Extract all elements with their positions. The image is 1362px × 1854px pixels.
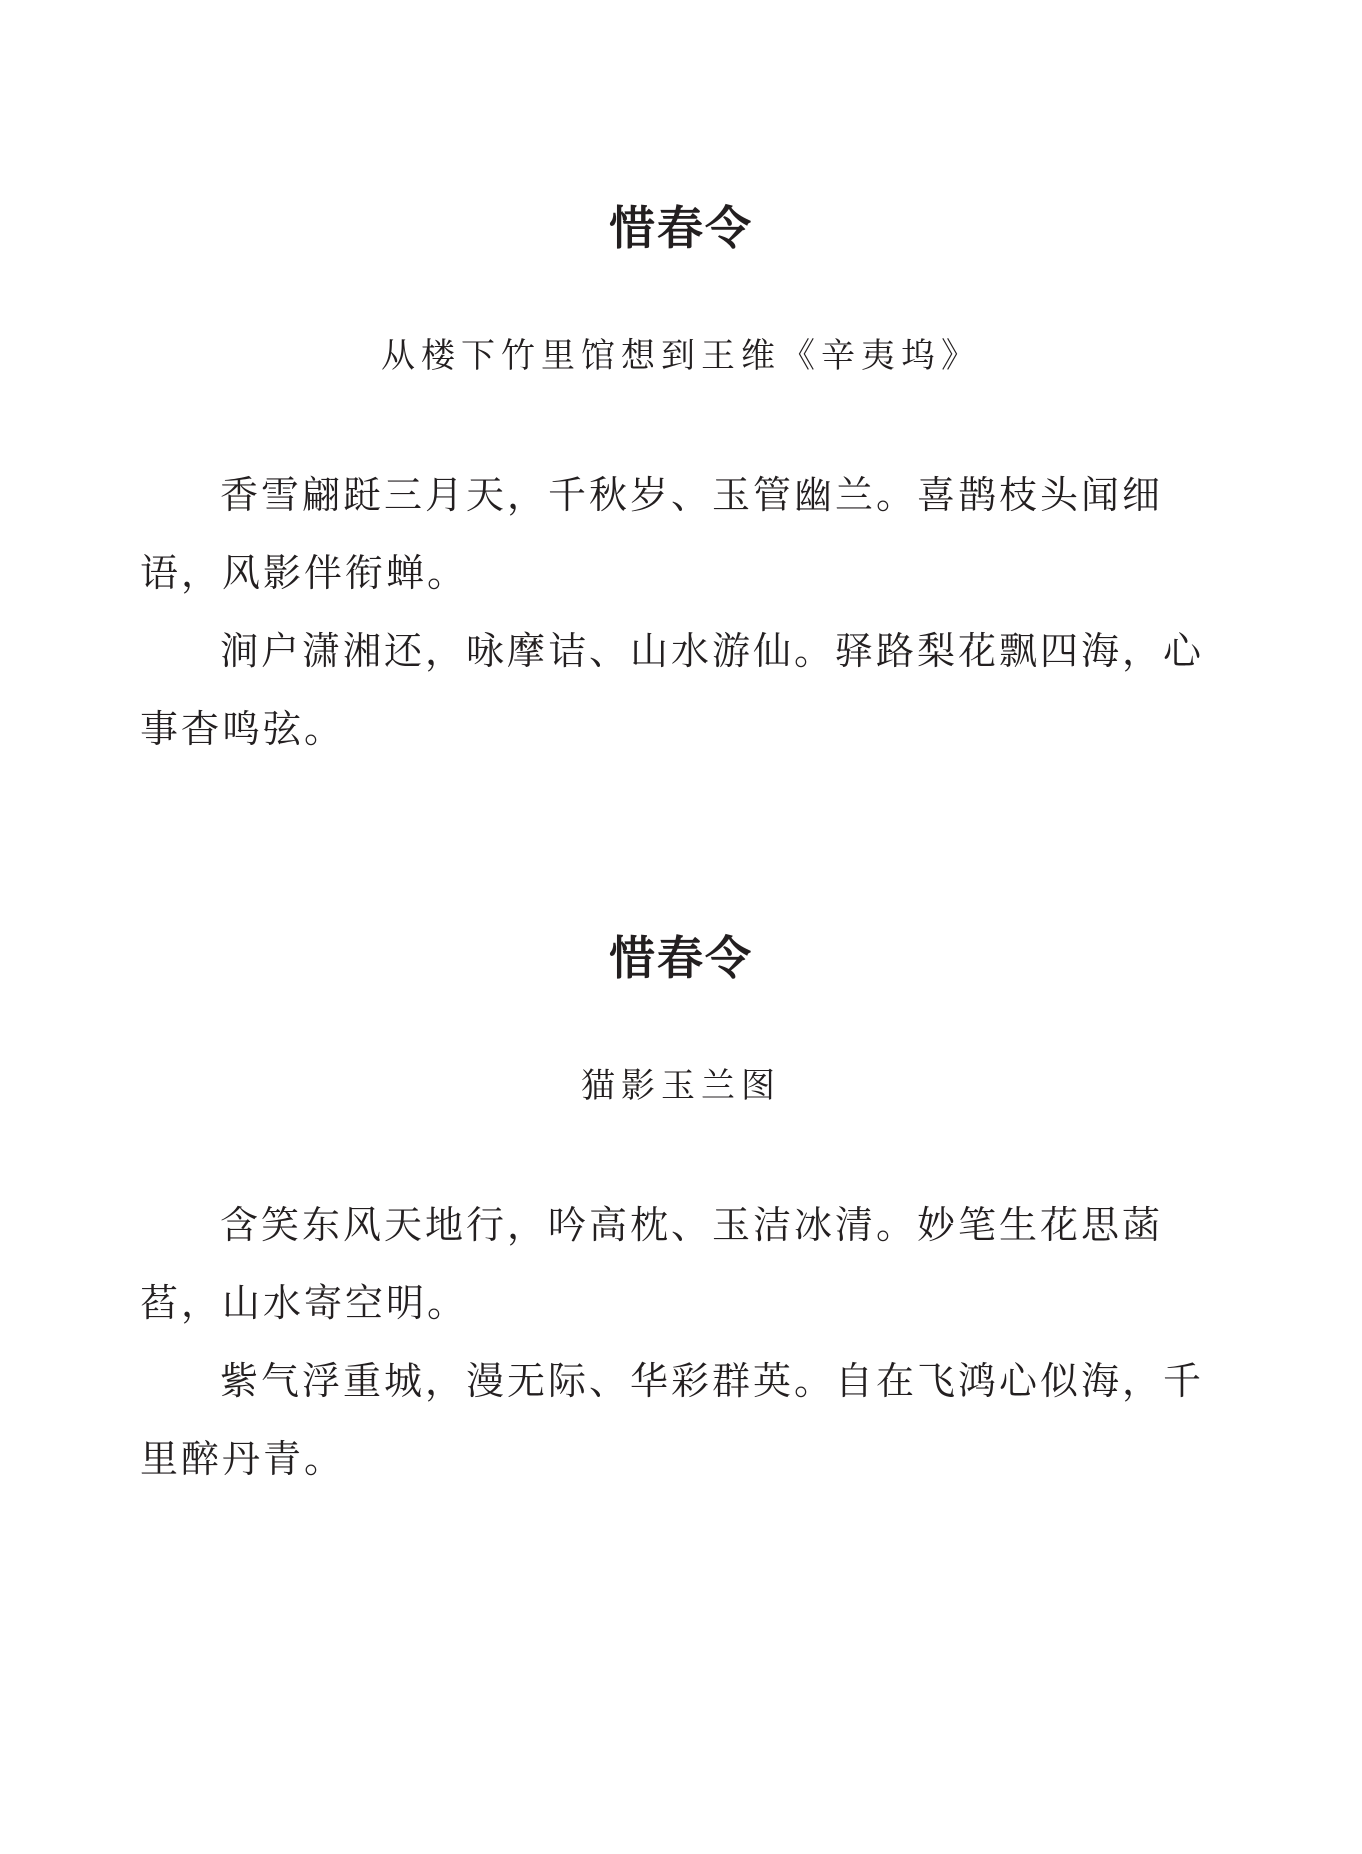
poem-title: 惜春令 (609, 931, 753, 985)
poem-section (0, 928, 1362, 1498)
poem-paragraph: 涧户潇湘还，咏摩诘、山水游仙。驿路梨花飘四海，心事杳鸣弦。 (140, 629, 1205, 751)
poem-subtitle: 从楼下竹里馆想到王维《辛夷坞》 (381, 336, 981, 376)
poem-paragraph: 香雪翩跹三月天，千秋岁、玉管幽兰。喜鹊枝头闻细语，风影伴衔蝉。 (140, 473, 1164, 595)
poem-paragraph: 紫气浮重城，漫无际、华彩群英。自在飞鸿心似海，千里醉丹青。 (140, 1359, 1205, 1481)
poem-title: 惜春令 (609, 201, 753, 255)
poem-body (0, 1186, 1222, 1498)
poem-paragraph: 含笑东风天地行，吟高枕、玉洁冰清。妙笔生花思菡萏，山水寄空明。 (140, 1203, 1164, 1325)
poem-section (0, 198, 1362, 768)
poem-body (0, 456, 1222, 768)
poem-subtitle: 猫影玉兰图 (581, 1066, 781, 1106)
